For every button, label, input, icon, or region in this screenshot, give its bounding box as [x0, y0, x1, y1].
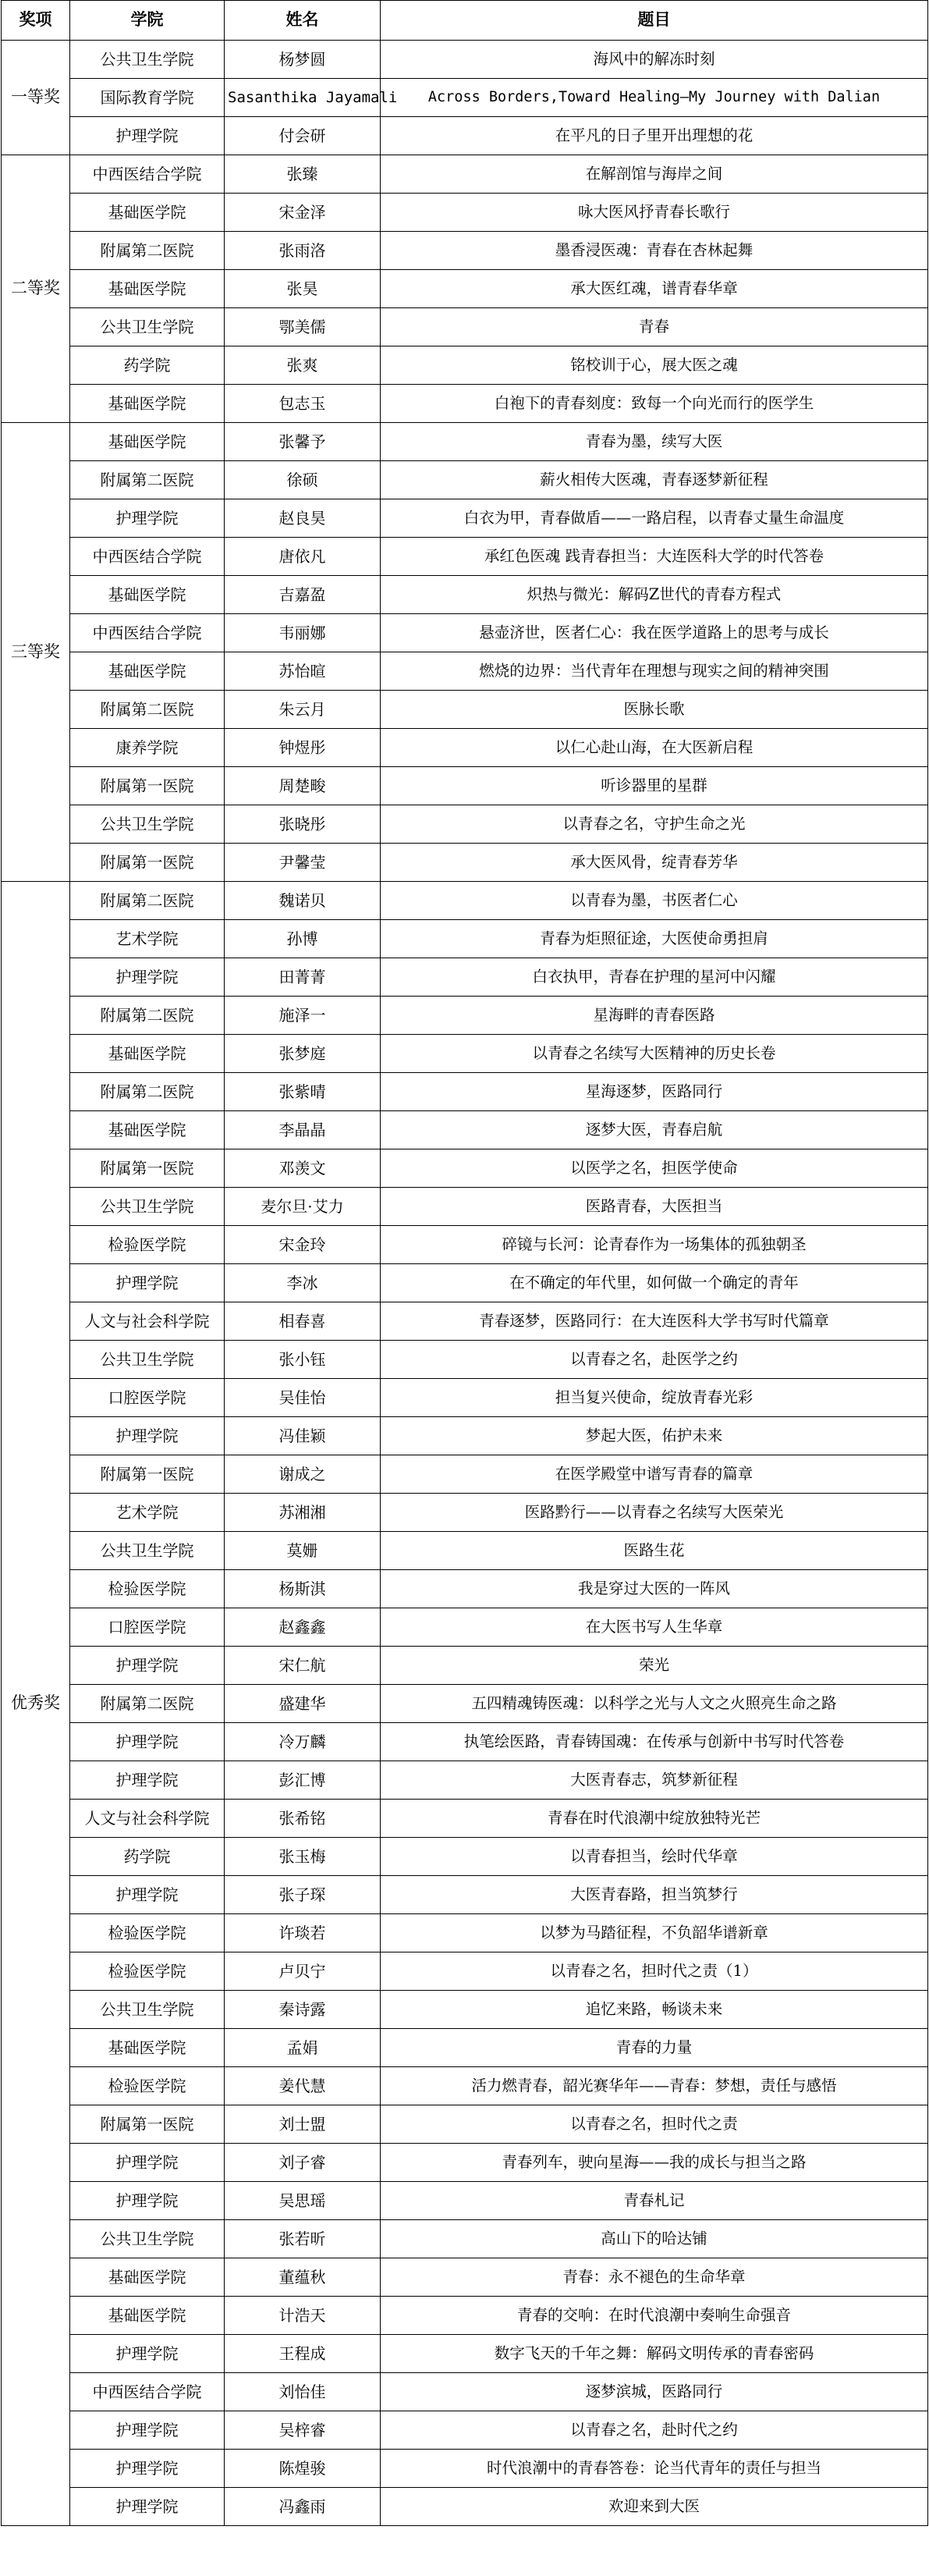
college-cell: 中西医结合学院: [70, 538, 225, 576]
college-cell: 艺术学院: [70, 920, 225, 958]
student-name-cell: 施泽一: [225, 997, 381, 1035]
essay-title-cell: 在大医书写人生华章: [381, 1608, 928, 1647]
essay-title-cell: 青春：永不褪色的生命华章: [381, 2258, 928, 2297]
table-row: [2, 1494, 928, 1532]
college-cell: 公共卫生学院: [70, 1991, 225, 2029]
college-cell: 中西医结合学院: [70, 155, 225, 194]
student-name-cell: 孟娟: [225, 2029, 381, 2067]
essay-title-cell: 我是穿过大医的一阵风: [381, 1570, 928, 1608]
essay-title-cell: 追忆来路，畅谈未来: [381, 1991, 928, 2029]
college-cell: 中西医结合学院: [70, 2373, 225, 2411]
college-cell: 护理学院: [70, 1761, 225, 1800]
table-row: [2, 41, 928, 79]
student-name-cell: 魏诺贝: [225, 882, 381, 920]
student-name-cell: 钟煜彤: [225, 729, 381, 767]
table-row: [2, 614, 928, 652]
student-name-cell: 张晓彤: [225, 805, 381, 844]
college-cell: 附属第一医院: [70, 1455, 225, 1494]
student-name-cell: 张梦庭: [225, 1035, 381, 1073]
table-body: [2, 41, 928, 2526]
college-cell: 护理学院: [70, 117, 225, 155]
table-row: [2, 2373, 928, 2411]
table-row: [2, 1341, 928, 1379]
award-level-cell: 二等奖: [2, 155, 70, 423]
college-cell: 附属第二医院: [70, 997, 225, 1035]
table-row: [2, 1149, 928, 1188]
college-cell: 公共卫生学院: [70, 805, 225, 844]
table-row: [2, 1800, 928, 1838]
college-cell: 药学院: [70, 1838, 225, 1876]
essay-title-cell: 白衣执甲，青春在护理的星河中闪耀: [381, 958, 928, 997]
essay-title-cell: 逐梦滨城，医路同行: [381, 2373, 928, 2411]
student-name-cell: 韦丽娜: [225, 614, 381, 652]
student-name-cell: 鄂美儒: [225, 308, 381, 346]
table-row: [2, 461, 928, 499]
student-name-cell: 张紫晴: [225, 1073, 381, 1111]
student-name-cell: 莫姗: [225, 1532, 381, 1570]
student-name-cell: 卢贝宁: [225, 1952, 381, 1991]
student-name-cell: 吉嘉盈: [225, 576, 381, 614]
table-row: [2, 1723, 928, 1761]
college-cell: 基础医学院: [70, 194, 225, 232]
essay-title-cell: 青春在时代浪潮中绽放独特光芒: [381, 1800, 928, 1838]
student-name-cell: 刘士盟: [225, 2105, 381, 2144]
student-name-cell: 刘怡佳: [225, 2373, 381, 2411]
college-cell: 检验医学院: [70, 1226, 225, 1264]
student-name-cell: 苏怡暄: [225, 652, 381, 691]
table-row: [2, 2297, 928, 2335]
table-row: [2, 844, 928, 882]
college-cell: 药学院: [70, 346, 225, 385]
table-row: [2, 2067, 928, 2105]
essay-title-cell: 医路生花: [381, 1532, 928, 1570]
header-award: 奖项: [2, 1, 70, 41]
student-name-cell: 相春喜: [225, 1302, 381, 1341]
college-cell: 公共卫生学院: [70, 2220, 225, 2258]
student-name-cell: 赵鑫鑫: [225, 1608, 381, 1647]
essay-title-cell: 高山下的哈达铺: [381, 2220, 928, 2258]
table-row: [2, 1226, 928, 1264]
college-cell: 基础医学院: [70, 2297, 225, 2335]
table-row: [2, 1417, 928, 1455]
student-name-cell: 张子琛: [225, 1876, 381, 1914]
table-row: [2, 920, 928, 958]
table-row: [2, 1111, 928, 1149]
essay-title-cell: 在不确定的年代里，如何做一个确定的青年: [381, 1264, 928, 1302]
essay-title-cell: 以青春之名，赴医学之约: [381, 1341, 928, 1379]
college-cell: 口腔医学院: [70, 1379, 225, 1417]
college-cell: 附属第二医院: [70, 691, 225, 729]
student-name-cell: 董蕴秋: [225, 2258, 381, 2297]
essay-title-cell: 海风中的解冻时刻: [381, 41, 928, 79]
table-row: [2, 270, 928, 308]
essay-title-cell: 青春的交响：在时代浪潮中奏响生命强音: [381, 2297, 928, 2335]
student-name-cell: 姜代慧: [225, 2067, 381, 2105]
table-row: [2, 2182, 928, 2220]
essay-title-cell: 墨香浸医魂：青春在杏林起舞: [381, 232, 928, 270]
essay-title-cell: 时代浪潮中的青春答卷：论当代青年的责任与担当: [381, 2450, 928, 2488]
table-row: [2, 2144, 928, 2182]
table-row: [2, 1264, 928, 1302]
essay-title-cell: 五四精魂铸医魂：以科学之光与人文之火照亮生命之路: [381, 1685, 928, 1723]
table-row: [2, 2411, 928, 2450]
essay-title-cell: 以仁心赴山海，在大医新启程: [381, 729, 928, 767]
student-name-cell: 盛建华: [225, 1685, 381, 1723]
essay-title-cell: 在解剖馆与海岸之间: [381, 155, 928, 194]
essay-title-cell: 执笔绘医路，青春铸国魂：在传承与创新中书写时代答卷: [381, 1723, 928, 1761]
essay-title-cell: 铭校训于心，展大医之魂: [381, 346, 928, 385]
table-row: [2, 1761, 928, 1800]
header-title: 题目: [381, 1, 928, 41]
table-row: [2, 2220, 928, 2258]
student-name-cell: 包志玉: [225, 385, 381, 423]
college-cell: 附属第一医院: [70, 767, 225, 805]
student-name-cell: 秦诗露: [225, 1991, 381, 2029]
essay-title-cell: 薪火相传大医魂，青春逐梦新征程: [381, 461, 928, 499]
college-cell: 护理学院: [70, 1876, 225, 1914]
table-row: [2, 1073, 928, 1111]
college-cell: 检验医学院: [70, 2067, 225, 2105]
student-name-cell: 冷万麟: [225, 1723, 381, 1761]
essay-title-cell: 青春逐梦，医路同行：在大连医科大学书写时代篇章: [381, 1302, 928, 1341]
student-name-cell: 赵良昊: [225, 499, 381, 538]
student-name-cell: 杨梦圆: [225, 41, 381, 79]
essay-title-cell: 承红色医魂 践青春担当：大连医科大学的时代答卷: [381, 538, 928, 576]
college-cell: 口腔医学院: [70, 1608, 225, 1647]
college-cell: 公共卫生学院: [70, 1532, 225, 1570]
college-cell: 基础医学院: [70, 270, 225, 308]
essay-title-cell: 青春的力量: [381, 2029, 928, 2067]
student-name-cell: Sasanthika Jayamali: [225, 79, 381, 117]
student-name-cell: 吴思瑶: [225, 2182, 381, 2220]
student-name-cell: 麦尔旦·艾力: [225, 1188, 381, 1226]
table-row: [2, 1302, 928, 1341]
table-row: [2, 805, 928, 844]
essay-title-cell: 以青春之名，担时代之责（1）: [381, 1952, 928, 1991]
essay-title-cell: 青春列车，驶向星海——我的成长与担当之路: [381, 2144, 928, 2182]
student-name-cell: 冯鑫雨: [225, 2488, 381, 2526]
essay-title-cell: 青春札记: [381, 2182, 928, 2220]
student-name-cell: 张馨予: [225, 423, 381, 461]
essay-title-cell: 咏大医风抒青春长歌行: [381, 194, 928, 232]
table-row: [2, 1876, 928, 1914]
college-cell: 公共卫生学院: [70, 308, 225, 346]
student-name-cell: 谢成之: [225, 1455, 381, 1494]
table-row: [2, 1188, 928, 1226]
essay-title-cell: 医路黔行——以青春之名续写大医荣光: [381, 1494, 928, 1532]
college-cell: 国际教育学院: [70, 79, 225, 117]
student-name-cell: 许琰若: [225, 1914, 381, 1952]
student-name-cell: 邓羡文: [225, 1149, 381, 1188]
essay-title-cell: 欢迎来到大医: [381, 2488, 928, 2526]
table-row: [2, 2258, 928, 2297]
essay-title-cell: 白衣为甲，青春做盾——一路启程，以青春丈量生命温度: [381, 499, 928, 538]
table-row: [2, 1455, 928, 1494]
essay-title-cell: 青春: [381, 308, 928, 346]
college-cell: 附属第一医院: [70, 844, 225, 882]
award-level-cell: 一等奖: [2, 41, 70, 155]
table-row: [2, 385, 928, 423]
table-row: [2, 997, 928, 1035]
table-row: [2, 2105, 928, 2144]
essay-title-cell: 承大医红魂，谱青春华章: [381, 270, 928, 308]
table-row: [2, 1914, 928, 1952]
student-name-cell: 李晶晶: [225, 1111, 381, 1149]
essay-title-cell: 碎镜与长河：论青春作为一场集体的孤独朝圣: [381, 1226, 928, 1264]
essay-title-cell: 梦起大医，佑护未来: [381, 1417, 928, 1455]
table-row: [2, 1838, 928, 1876]
essay-title-cell: 青春为炬照征途，大医使命勇担肩: [381, 920, 928, 958]
table-row: [2, 691, 928, 729]
college-cell: 基础医学院: [70, 1111, 225, 1149]
essay-title-cell: 逐梦大医，青春启航: [381, 1111, 928, 1149]
table-row: [2, 958, 928, 997]
table-row: [2, 767, 928, 805]
essay-title-cell: 以青春担当，绘时代华章: [381, 1838, 928, 1876]
college-cell: 检验医学院: [70, 1914, 225, 1952]
student-name-cell: 田菁菁: [225, 958, 381, 997]
college-cell: 基础医学院: [70, 1035, 225, 1073]
table-row: [2, 729, 928, 767]
student-name-cell: 张昊: [225, 270, 381, 308]
college-cell: 检验医学院: [70, 1570, 225, 1608]
student-name-cell: 张小钰: [225, 1341, 381, 1379]
college-cell: 基础医学院: [70, 423, 225, 461]
student-name-cell: 计浩天: [225, 2297, 381, 2335]
college-cell: 附属第二医院: [70, 1073, 225, 1111]
table-row: [2, 1991, 928, 2029]
essay-title-cell: 听诊器里的星群: [381, 767, 928, 805]
college-cell: 艺术学院: [70, 1494, 225, 1532]
table-row: [2, 194, 928, 232]
table-row: [2, 538, 928, 576]
student-name-cell: 周楚畯: [225, 767, 381, 805]
essay-title-cell: 青春为墨，续写大医: [381, 423, 928, 461]
table-row: [2, 346, 928, 385]
college-cell: 护理学院: [70, 1723, 225, 1761]
award-level-cell: 三等奖: [2, 423, 70, 882]
essay-title-cell: 燃烧的边界：当代青年在理想与现实之间的精神突围: [381, 652, 928, 691]
college-cell: 附属第一医院: [70, 1149, 225, 1188]
college-cell: 附属第二医院: [70, 1685, 225, 1723]
essay-title-cell: 医脉长歌: [381, 691, 928, 729]
student-name-cell: 张若昕: [225, 2220, 381, 2258]
essay-title-cell: Across Borders,Toward Healing—My Journey with Dalian: [381, 79, 928, 117]
student-name-cell: 吴梓睿: [225, 2411, 381, 2450]
student-name-cell: 宋金泽: [225, 194, 381, 232]
table-row: [2, 79, 928, 117]
header-college: 学院: [70, 1, 225, 41]
student-name-cell: 冯佳颖: [225, 1417, 381, 1455]
table-row: [2, 117, 928, 155]
college-cell: 护理学院: [70, 2335, 225, 2373]
college-cell: 附属第一医院: [70, 2105, 225, 2144]
essay-title-cell: 白袍下的青春刻度：致每一个向光而行的医学生: [381, 385, 928, 423]
student-name-cell: 李冰: [225, 1264, 381, 1302]
table-row: [2, 499, 928, 538]
table-row: [2, 576, 928, 614]
student-name-cell: 张玉梅: [225, 1838, 381, 1876]
student-name-cell: 苏湘湘: [225, 1494, 381, 1532]
student-name-cell: 徐硕: [225, 461, 381, 499]
college-cell: 基础医学院: [70, 2258, 225, 2297]
table-row: [2, 1379, 928, 1417]
college-cell: 人文与社会科学院: [70, 1800, 225, 1838]
table-row: [2, 1035, 928, 1073]
student-name-cell: 陈煌骏: [225, 2450, 381, 2488]
essay-title-cell: 以梦为马踏征程，不负韶华谱新章: [381, 1914, 928, 1952]
essay-title-cell: 以青春之名，赴时代之约: [381, 2411, 928, 2450]
college-cell: 检验医学院: [70, 1952, 225, 1991]
college-cell: 公共卫生学院: [70, 1341, 225, 1379]
college-cell: 护理学院: [70, 2450, 225, 2488]
award-level-cell: 优秀奖: [2, 882, 70, 2526]
student-name-cell: 朱云月: [225, 691, 381, 729]
essay-title-cell: 在医学殿堂中谱写青春的篇章: [381, 1455, 928, 1494]
header-row: [2, 1, 928, 41]
college-cell: 护理学院: [70, 2411, 225, 2450]
table-row: [2, 155, 928, 194]
essay-title-cell: 医路青春，大医担当: [381, 1188, 928, 1226]
college-cell: 附属第二医院: [70, 461, 225, 499]
college-cell: 护理学院: [70, 1647, 225, 1685]
college-cell: 基础医学院: [70, 576, 225, 614]
student-name-cell: 刘子睿: [225, 2144, 381, 2182]
essay-title-cell: 悬壶济世，医者仁心：我在医学道路上的思考与成长: [381, 614, 928, 652]
table-row: [2, 2335, 928, 2373]
college-cell: 公共卫生学院: [70, 1188, 225, 1226]
essay-title-cell: 大医青春路，担当筑梦行: [381, 1876, 928, 1914]
college-cell: 公共卫生学院: [70, 41, 225, 79]
essay-title-cell: 担当复兴使命，绽放青春光彩: [381, 1379, 928, 1417]
college-cell: 护理学院: [70, 499, 225, 538]
college-cell: 基础医学院: [70, 385, 225, 423]
college-cell: 护理学院: [70, 958, 225, 997]
student-name-cell: 尹馨莹: [225, 844, 381, 882]
essay-title-cell: 以医学之名，担医学使命: [381, 1149, 928, 1188]
essay-title-cell: 以青春为墨，书医者仁心: [381, 882, 928, 920]
student-name-cell: 张雨洛: [225, 232, 381, 270]
table-row: [2, 1685, 928, 1723]
table-row: [2, 232, 928, 270]
student-name-cell: 孙博: [225, 920, 381, 958]
college-cell: 基础医学院: [70, 652, 225, 691]
table-row: [2, 882, 928, 920]
essay-title-cell: 以青春之名，守护生命之光: [381, 805, 928, 844]
essay-title-cell: 荣光: [381, 1647, 928, 1685]
header-name: 姓名: [225, 1, 381, 41]
essay-title-cell: 大医青春志，筑梦新征程: [381, 1761, 928, 1800]
table-row: [2, 308, 928, 346]
table-row: [2, 423, 928, 461]
essay-title-cell: 以青春之名，担时代之责: [381, 2105, 928, 2144]
table-row: [2, 1532, 928, 1570]
table-row: [2, 1570, 928, 1608]
college-cell: 人文与社会科学院: [70, 1302, 225, 1341]
college-cell: 基础医学院: [70, 2029, 225, 2067]
table-row: [2, 1647, 928, 1685]
essay-title-cell: 炽热与微光：解码Z世代的青春方程式: [381, 576, 928, 614]
essay-title-cell: 在平凡的日子里开出理想的花: [381, 117, 928, 155]
table-row: [2, 1608, 928, 1647]
college-cell: 护理学院: [70, 2144, 225, 2182]
college-cell: 附属第二医院: [70, 882, 225, 920]
student-name-cell: 付会研: [225, 117, 381, 155]
student-name-cell: 张希铭: [225, 1800, 381, 1838]
table-row: [2, 2450, 928, 2488]
table-row: [2, 1952, 928, 1991]
student-name-cell: 张爽: [225, 346, 381, 385]
college-cell: 附属第二医院: [70, 232, 225, 270]
essay-title-cell: 活力燃青春，韶光赛华年——青春：梦想，责任与感悟: [381, 2067, 928, 2105]
student-name-cell: 杨斯淇: [225, 1570, 381, 1608]
college-cell: 康养学院: [70, 729, 225, 767]
student-name-cell: 王程成: [225, 2335, 381, 2373]
essay-title-cell: 数字飞天的千年之舞：解码文明传承的青春密码: [381, 2335, 928, 2373]
essay-title-cell: 以青春之名续写大医精神的历史长卷: [381, 1035, 928, 1073]
table-row: [2, 2029, 928, 2067]
awards-table: [1, 0, 928, 2526]
essay-title-cell: 承大医风骨，绽青春芳华: [381, 844, 928, 882]
table-row: [2, 652, 928, 691]
student-name-cell: 彭汇博: [225, 1761, 381, 1800]
student-name-cell: 张臻: [225, 155, 381, 194]
essay-title-cell: 星海逐梦，医路同行: [381, 1073, 928, 1111]
college-cell: 中西医结合学院: [70, 614, 225, 652]
student-name-cell: 宋仁航: [225, 1647, 381, 1685]
student-name-cell: 宋金玲: [225, 1226, 381, 1264]
college-cell: 护理学院: [70, 2182, 225, 2220]
student-name-cell: 唐依凡: [225, 538, 381, 576]
college-cell: 护理学院: [70, 2488, 225, 2526]
student-name-cell: 吴佳怡: [225, 1379, 381, 1417]
table-row: [2, 2488, 928, 2526]
college-cell: 护理学院: [70, 1264, 225, 1302]
essay-title-cell: 星海畔的青春医路: [381, 997, 928, 1035]
college-cell: 护理学院: [70, 1417, 225, 1455]
